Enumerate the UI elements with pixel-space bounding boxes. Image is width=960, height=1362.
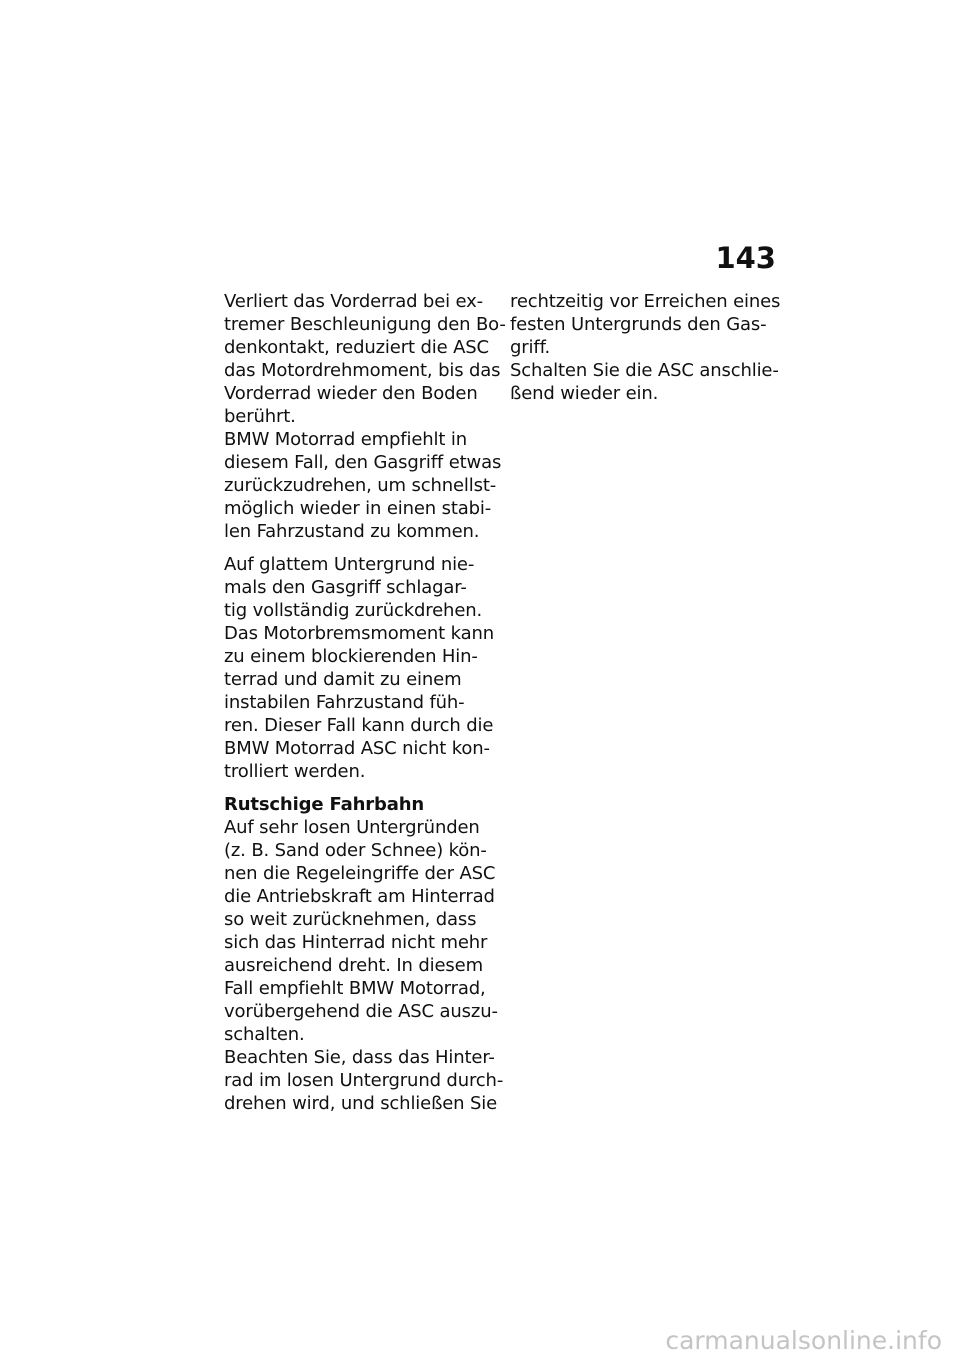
text-line: vorübergehend die ASC auszu- xyxy=(224,1001,498,1022)
text-line: schalten. xyxy=(224,1024,305,1045)
page-number: 143 xyxy=(715,241,776,275)
text-line: diesem Fall, den Gasgriff etwas xyxy=(224,452,502,473)
text-line: drehen wird, und schließen Sie xyxy=(224,1093,498,1114)
watermark-text: carmanualsonline.info xyxy=(665,1326,942,1355)
paragraph-reenable-asc xyxy=(510,359,780,405)
text-line: so weit zurücknehmen, dass xyxy=(224,909,477,930)
text-line: len Fahrzustand zu kommen. xyxy=(224,521,480,542)
text-line: ausreichend dreht. In diesem xyxy=(224,955,483,976)
paragraph-loose-surface xyxy=(224,816,496,1046)
text-line: instabilen Fahrzustand füh- xyxy=(224,692,465,713)
text-line: Beachten Sie, dass das Hinter- xyxy=(224,1047,495,1068)
text-line: sich das Hinterrad nicht mehr xyxy=(224,932,488,953)
text-line: rechtzeitig vor Erreichen eines xyxy=(510,291,781,312)
text-line: zurückzudrehen, um schnellst- xyxy=(224,475,497,496)
text-line: das Motordrehmoment, bis das xyxy=(224,360,501,381)
paragraph-gap xyxy=(224,783,496,793)
paragraph-continuation xyxy=(510,290,780,359)
text-line: terrad und damit zu einem xyxy=(224,669,462,690)
text-line: Schalten Sie die ASC anschlie- xyxy=(510,360,779,381)
text-line: rad im losen Untergrund durch- xyxy=(224,1070,504,1091)
text-line: nen die Regeleingriffe der ASC xyxy=(224,863,496,884)
text-line: festen Untergrunds den Gas- xyxy=(510,314,767,335)
text-line: trolliert werden. xyxy=(224,761,366,782)
paragraph-note-rear-wheel xyxy=(224,1046,504,1115)
paragraph-gap xyxy=(224,543,496,553)
text-line: griff. xyxy=(510,337,551,358)
text-line: Fall empfiehlt BMW Motorrad, xyxy=(224,978,486,999)
left-column xyxy=(224,290,506,1115)
text-line: Auf sehr losen Untergründen xyxy=(224,817,480,838)
text-line: BMW Motorrad empfiehlt in xyxy=(224,429,467,450)
text-line: ßend wieder ein. xyxy=(510,383,659,404)
text-line: möglich wieder in einen stabi- xyxy=(224,498,492,519)
text-line: mals den Gasgriff schlagar- xyxy=(224,577,467,598)
right-column xyxy=(510,290,780,405)
text-line: (z. B. Sand oder Schnee) kön- xyxy=(224,840,487,861)
text-line: Auf glattem Untergrund nie- xyxy=(224,554,475,575)
text-line: ren. Dieser Fall kann durch die xyxy=(224,715,494,736)
text-line: berührt. xyxy=(224,406,296,427)
text-line: Das Motorbremsmoment kann xyxy=(224,623,494,644)
text-line: Verliert das Vorderrad bei ex- xyxy=(224,291,484,312)
paragraph-recommendation xyxy=(224,428,502,543)
paragraph-slippery-warning xyxy=(224,553,496,783)
text-line: denkontakt, reduziert die ASC xyxy=(224,337,489,358)
text-line: die Antriebskraft am Hinterrad xyxy=(224,886,495,907)
text-line: tig vollständig zurückdrehen. xyxy=(224,600,483,621)
text-line: tremer Beschleunigung den Bo- xyxy=(224,314,506,335)
paragraph-front-wheel-lift xyxy=(224,290,506,428)
text-line: zu einem blockierenden Hin- xyxy=(224,646,478,667)
section-heading: Rutschige Fahrbahn xyxy=(224,794,425,815)
text-line: BMW Motorrad ASC nicht kon- xyxy=(224,738,490,759)
text-line: Vorderrad wieder den Boden xyxy=(224,383,478,404)
